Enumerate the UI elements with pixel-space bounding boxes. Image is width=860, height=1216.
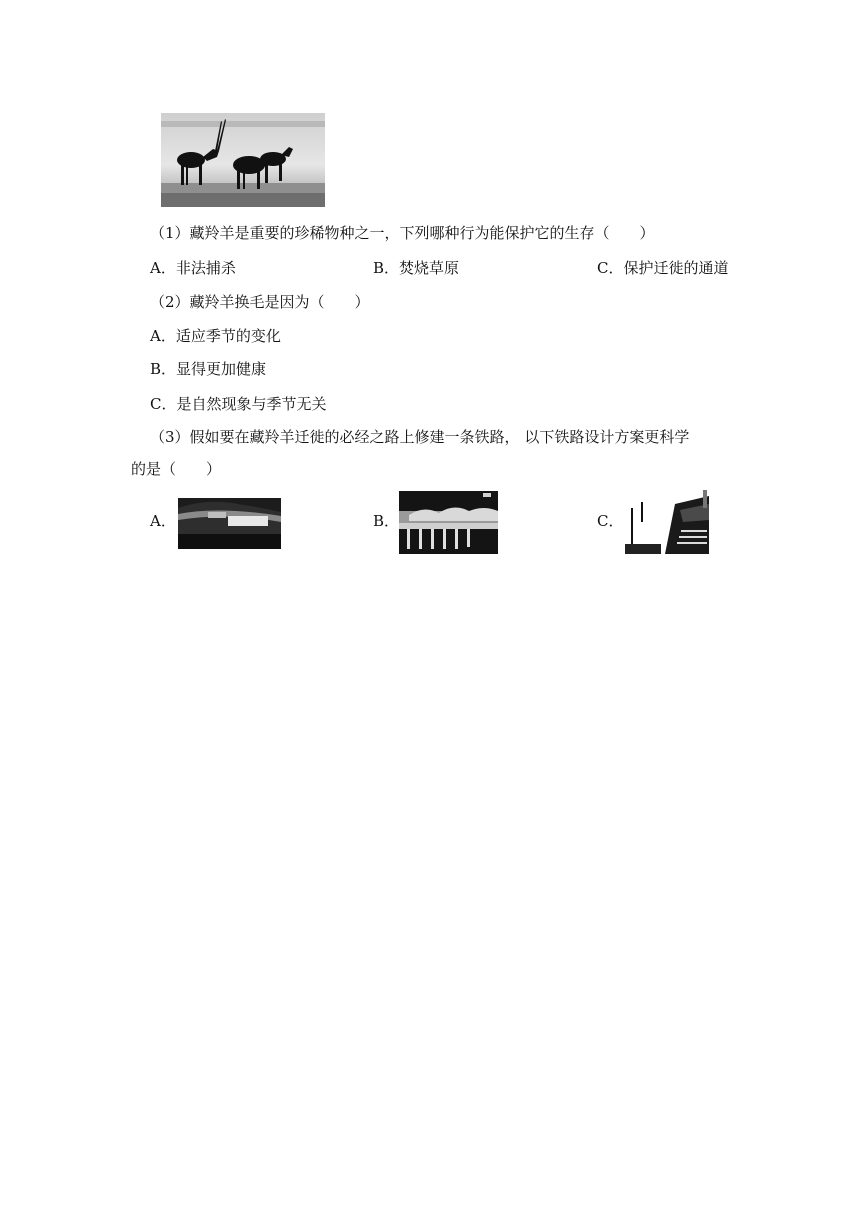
question-3-stem-line-1: （3）假如要在藏羚羊迁徙的必经之路上修建一条铁路， 以下铁路设计方案更科学 [150,428,690,446]
railway-option-c-photo [625,490,709,554]
tibetan-antelope-photo [161,113,325,207]
railway-option-a-photo [178,498,281,549]
question-3-stem-line-2: 的是（ ） [131,460,222,478]
question-1-option-c: C．保护迁徙的通道 [597,259,729,277]
question-1-stem: （1）藏羚羊是重要的珍稀物种之一，下列哪种行为能保护它的生存（ ） [150,224,655,242]
question-1-option-b: B．焚烧草原 [373,259,460,277]
question-3-option-b: B． [373,512,400,530]
question-1-option-a: A．非法捕杀 [150,259,236,277]
question-2-option-a: A．适应季节的变化 [150,327,281,345]
question-2-stem: （2）藏羚羊换毛是因为（ ） [150,293,370,311]
railway-option-b-photo [399,491,498,554]
question-2-option-c: C．是自然现象与季节无关 [150,395,327,413]
question-3-option-a: A． [150,512,176,530]
question-3-option-c: C． [597,512,624,530]
question-2-option-b: B．显得更加健康 [150,360,267,378]
